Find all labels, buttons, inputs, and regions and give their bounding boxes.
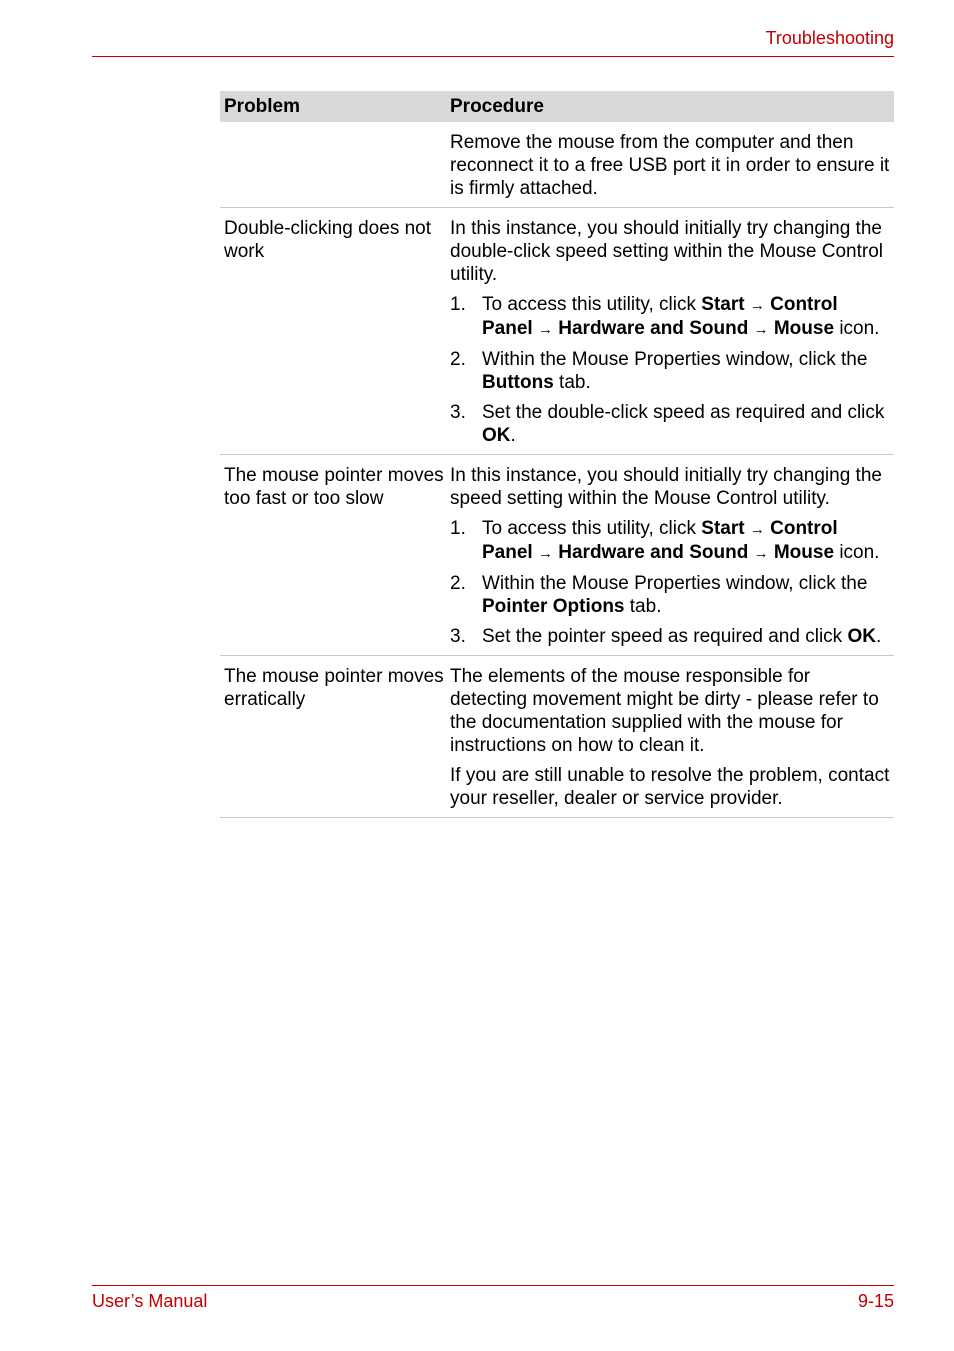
step-item — [450, 348, 890, 394]
footer-rule — [92, 1285, 894, 1286]
step-number: 1. — [450, 294, 466, 315]
step-number: 2. — [450, 349, 466, 370]
tab-name-buttons: Buttons — [482, 372, 554, 393]
arrow-icon: → — [753, 545, 769, 562]
header-procedure: Procedure — [450, 96, 544, 117]
arrow-icon: → — [749, 521, 765, 538]
page-number: 9-15 — [857, 1291, 894, 1311]
step-text-end: tab. — [624, 596, 662, 617]
menu-mouse: Mouse — [773, 318, 835, 339]
page-header-section: Troubleshooting — [765, 28, 894, 48]
procedure-text: In this instance, you should initially try changing the speed setting within the Mouse Control utility. — [450, 465, 882, 509]
procedure-cell — [445, 455, 894, 655]
menu-hardware-and-sound: Hardware and Sound — [558, 542, 749, 563]
table-header-row — [220, 91, 894, 122]
menu-mouse: Mouse — [773, 542, 835, 563]
troubleshooting-table — [220, 91, 894, 818]
problem-cell: Double-clicking does not work — [224, 218, 432, 262]
procedure-text: Remove the mouse from the computer and then reconnect it to a free USB port it in order to ensure it is firmly attached. — [450, 132, 890, 199]
step-item — [450, 293, 890, 341]
arrow-icon: → — [537, 321, 553, 338]
step-text: To access this utility, click — [482, 294, 702, 315]
procedure-steps — [450, 293, 890, 447]
step-text: To access this utility, click — [482, 518, 702, 539]
menu-start: Start — [701, 294, 745, 315]
table-row — [220, 656, 894, 818]
arrow-icon: → — [753, 321, 769, 338]
step-number: 2. — [450, 573, 466, 594]
step-item — [450, 572, 890, 618]
procedure-cell — [445, 122, 894, 207]
step-text-end: . — [875, 626, 882, 647]
procedure-cell — [445, 208, 894, 454]
step-number: 3. — [450, 402, 466, 423]
step-text: Within the Mouse Properties window, click the — [482, 349, 868, 370]
header-problem: Problem — [224, 96, 301, 117]
table-row — [220, 122, 894, 208]
arrow-icon: → — [749, 297, 765, 314]
menu-control-panel: Control Panel — [482, 518, 838, 563]
menu-hardware-and-sound: Hardware and Sound — [558, 318, 749, 339]
step-item — [450, 517, 890, 565]
step-text: Set the pointer speed as required and click — [482, 626, 848, 647]
table-row — [220, 208, 894, 455]
tab-name-pointer-options: Pointer Options — [482, 596, 625, 617]
ok-label: OK — [847, 626, 876, 647]
step-text-end: . — [510, 425, 516, 446]
procedure-text: The elements of the mouse responsible for detecting movement might be dirty - please refer to the documentation supplied with the mouse for instructions on how to clean it. — [450, 666, 879, 756]
arrow-icon: → — [537, 545, 553, 562]
menu-control-panel: Control Panel — [482, 294, 838, 339]
procedure-cell — [445, 656, 894, 817]
step-item — [450, 625, 890, 648]
problem-cell: The mouse pointer moves erratically — [224, 666, 444, 710]
step-item — [450, 401, 890, 447]
procedure-steps — [450, 517, 890, 648]
footer-manual-title: User’s Manual — [92, 1291, 208, 1311]
menu-start: Start — [701, 518, 745, 539]
header-rule — [92, 56, 894, 57]
step-number: 3. — [450, 626, 466, 647]
problem-cell — [220, 122, 445, 207]
step-text: Set the double-click speed as required and click — [482, 402, 885, 423]
step-text: Within the Mouse Properties window, click the — [482, 573, 868, 594]
ok-label: OK — [482, 425, 511, 446]
step-text-end: icon. — [834, 542, 880, 563]
problem-cell: The mouse pointer moves too fast or too slow — [224, 465, 444, 509]
step-text-end: icon. — [834, 318, 880, 339]
step-text-end: tab. — [553, 372, 591, 393]
procedure-text: In this instance, you should initially try changing the double-click speed setting within the Mouse Control utility. — [450, 218, 884, 285]
step-number: 1. — [450, 518, 466, 539]
procedure-text-contact: If you are still unable to resolve the problem, contact your reseller, dealer or service provider. — [450, 765, 890, 809]
table-row — [220, 455, 894, 656]
